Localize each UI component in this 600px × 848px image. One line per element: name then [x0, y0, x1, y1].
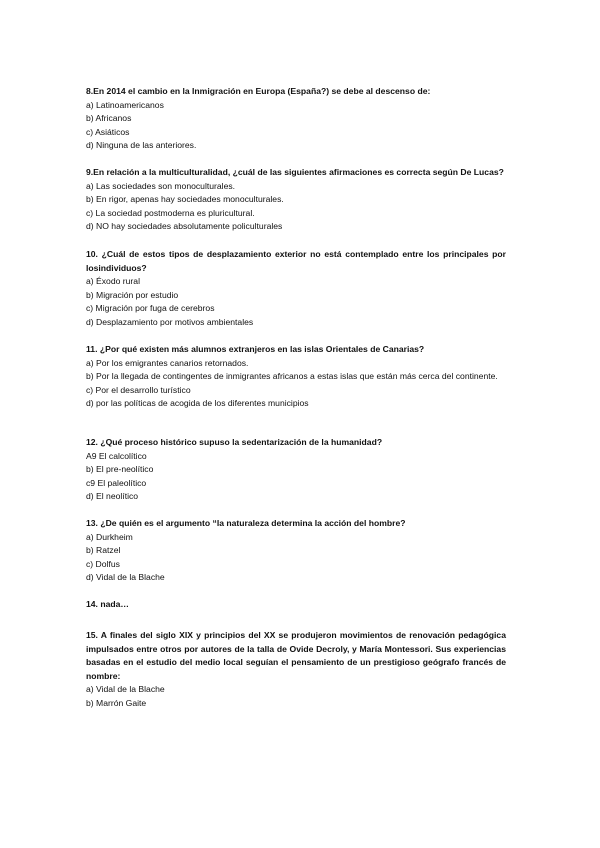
answer-option: a) Vidal de la Blache: [86, 684, 165, 695]
answer-option: d) Ninguna de las anteriores.: [86, 140, 197, 151]
question-title: 13. ¿De quién es el argumento “la naturaleza determina la acción del hombre?: [86, 518, 406, 528]
answer-option: b) Por la llegada de contingentes de inmigrantes africanos a estas islas que están más cerca del continente.: [86, 371, 498, 382]
answer-option: d) El neolítico: [86, 491, 139, 502]
answer-option: d) NO hay sociedades absolutamente policulturales: [86, 221, 283, 232]
answer-option: c9 El paleolítico: [86, 477, 147, 488]
answer-option: b) Marrón Gaite: [86, 697, 147, 708]
answer-option: c) Migración por fuga de cerebros: [86, 303, 215, 314]
question-12: [86, 436, 506, 504]
answer-option: a) Éxodo rural: [86, 276, 140, 287]
answer-option: d) Desplazamiento por motivos ambientales: [86, 316, 254, 327]
answer-option: b) Africanos: [86, 113, 132, 124]
answer-option: a) Por los emigrantes canarios retornados.: [86, 357, 249, 368]
answer-option: a) Latinoamericanos: [86, 99, 164, 110]
answer-option: c) La sociedad postmoderna es pluricultural.: [86, 207, 255, 218]
question-title: 12. ¿Qué proceso histórico supuso la sedentarización de la humanidad?: [86, 437, 383, 447]
answer-option: b) Migración por estudio: [86, 289, 179, 300]
question-14: [86, 598, 506, 612]
answer-option: a) Durkheim: [86, 531, 133, 542]
answer-option: d) por las políticas de acogida de los diferentes municipios: [86, 398, 309, 409]
question-15: [86, 629, 506, 711]
answer-option: b) En rigor, apenas hay sociedades monoculturales.: [86, 194, 284, 205]
answer-option: c) Por el desarrollo turístico: [86, 384, 191, 395]
question-title: 9.En relación a la multiculturalidad, ¿cuál de las siguientes afirmaciones es correcta según De Lucas?: [86, 167, 504, 177]
question-title: 15. A finales del siglo XIX y principios del XX se produjeron movimientos de renovación pedagógica impulsados entre otros por autores de la talla de Ovide Decroly, y María Montessori. Sus experiencias basadas en el estudio del medio local seguían el pensamiento de un prestigioso geógrafo francés de nombre:: [86, 630, 506, 681]
question-title: 8.En 2014 el cambio en la Inmigración en Europa (España?) se debe al descenso de:: [86, 86, 431, 96]
answer-option: b) Ratzel: [86, 545, 121, 556]
answer-option: b) El pre-neolítico: [86, 464, 154, 475]
question-title: 11. ¿Por qué existen más alumnos extranjeros en las islas Orientales de Canarias?: [86, 344, 425, 354]
answer-option: a) Las sociedades son monoculturales.: [86, 180, 236, 191]
answer-option: A9 El calcolítico: [86, 450, 147, 461]
answer-option: c) Dolfus: [86, 558, 120, 569]
question-8: [86, 85, 506, 153]
question-13: [86, 517, 506, 585]
question-9: [86, 166, 506, 234]
answer-option: d) Vidal de la Blache: [86, 572, 165, 583]
question-11: [86, 343, 506, 411]
question-10: [86, 248, 506, 330]
question-title: 14. nada…: [86, 599, 129, 609]
answer-option: c) Asiáticos: [86, 126, 130, 137]
question-title: 10. ¿Cuál de estos tipos de desplazamiento exterior no está contemplado entre los principales por losindividuos?: [86, 249, 506, 273]
